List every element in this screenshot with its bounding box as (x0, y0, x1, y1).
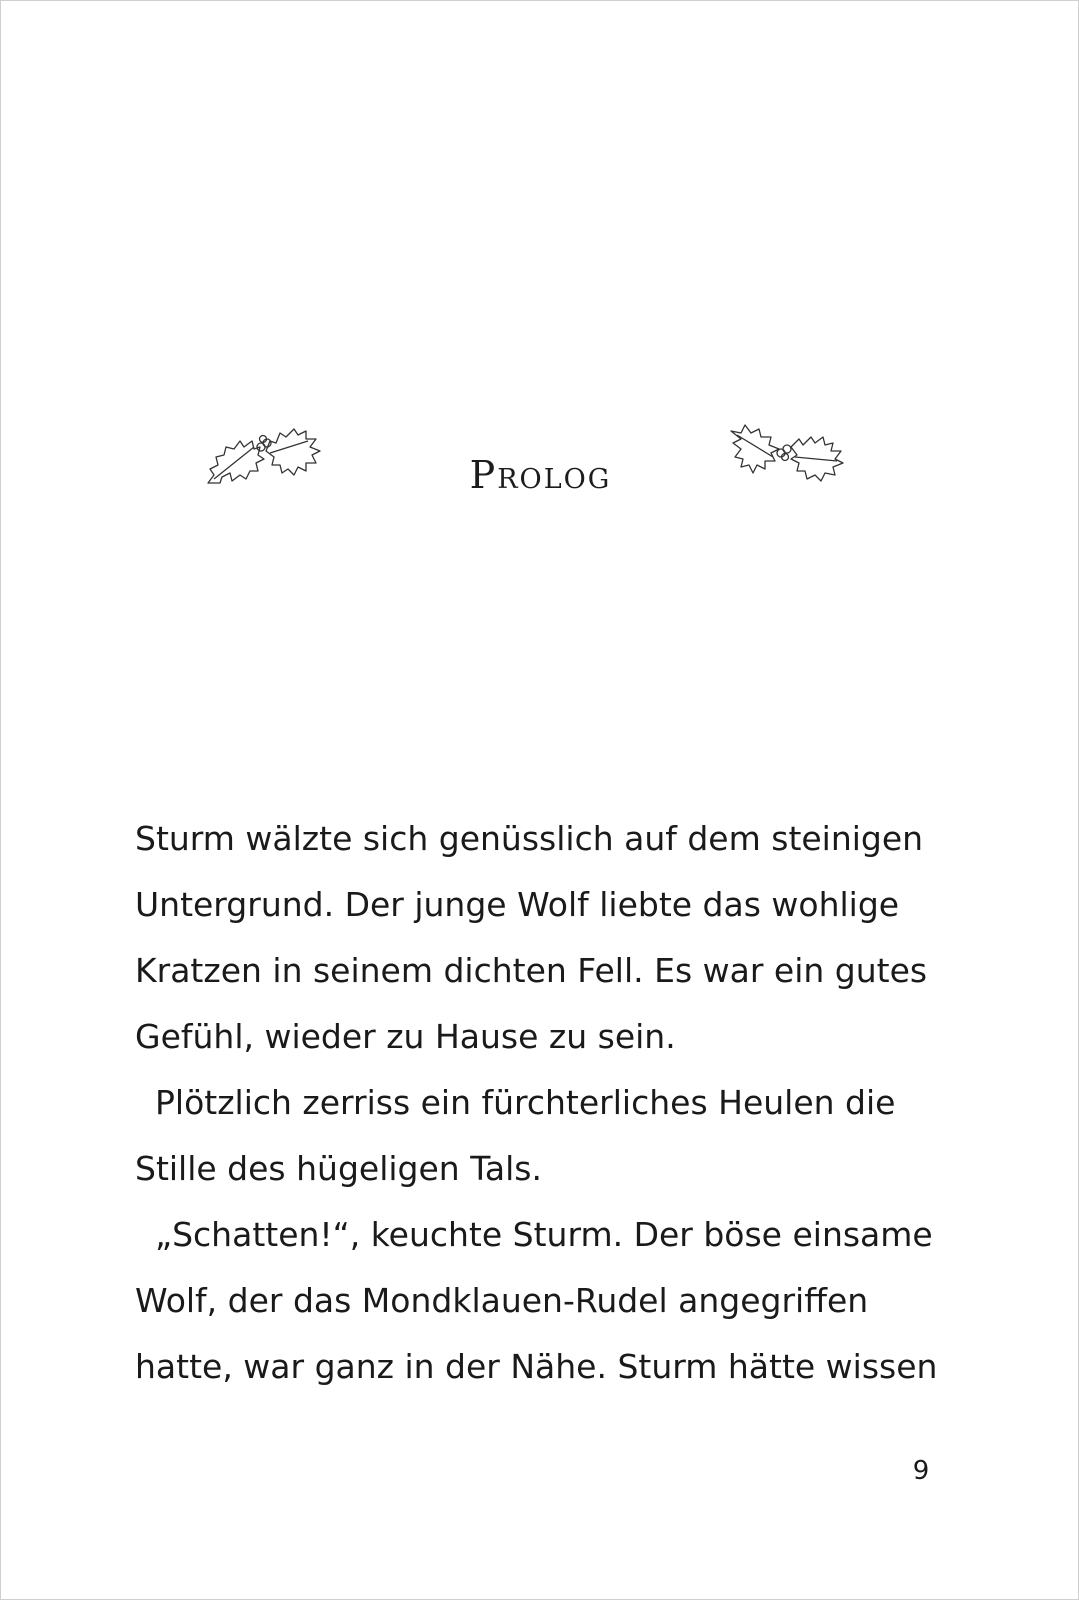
text-line: Stille des hügeligen Tals. (135, 1149, 542, 1188)
text-line: Untergrund. Der junge Wolf liebte das wohlige (135, 885, 900, 924)
text-line: „Schatten!“, keuchte Sturm. Der böse einsame (155, 1215, 933, 1254)
text-line: Plötzlich zerriss ein fürchterliches Heulen die (155, 1083, 896, 1122)
text-line: Kratzen in seinem dichten Fell. Es war ein gutes (135, 951, 928, 990)
text-line: Wolf, der das Mondklauen-Rudel angegriffen (135, 1281, 869, 1320)
chapter-header (1, 401, 1079, 511)
text-line: Gefühl, wieder zu Hause zu sein. (135, 1017, 676, 1056)
text-line: Sturm wälzte sich genüsslich auf dem steinigen (135, 819, 924, 858)
page-number: 9 (912, 1456, 930, 1486)
body-text (135, 806, 955, 1400)
chapter-title: Prolog (469, 453, 612, 497)
text-line: hatte, war ganz in der Nähe. Sturm hätte wissen (135, 1347, 938, 1386)
